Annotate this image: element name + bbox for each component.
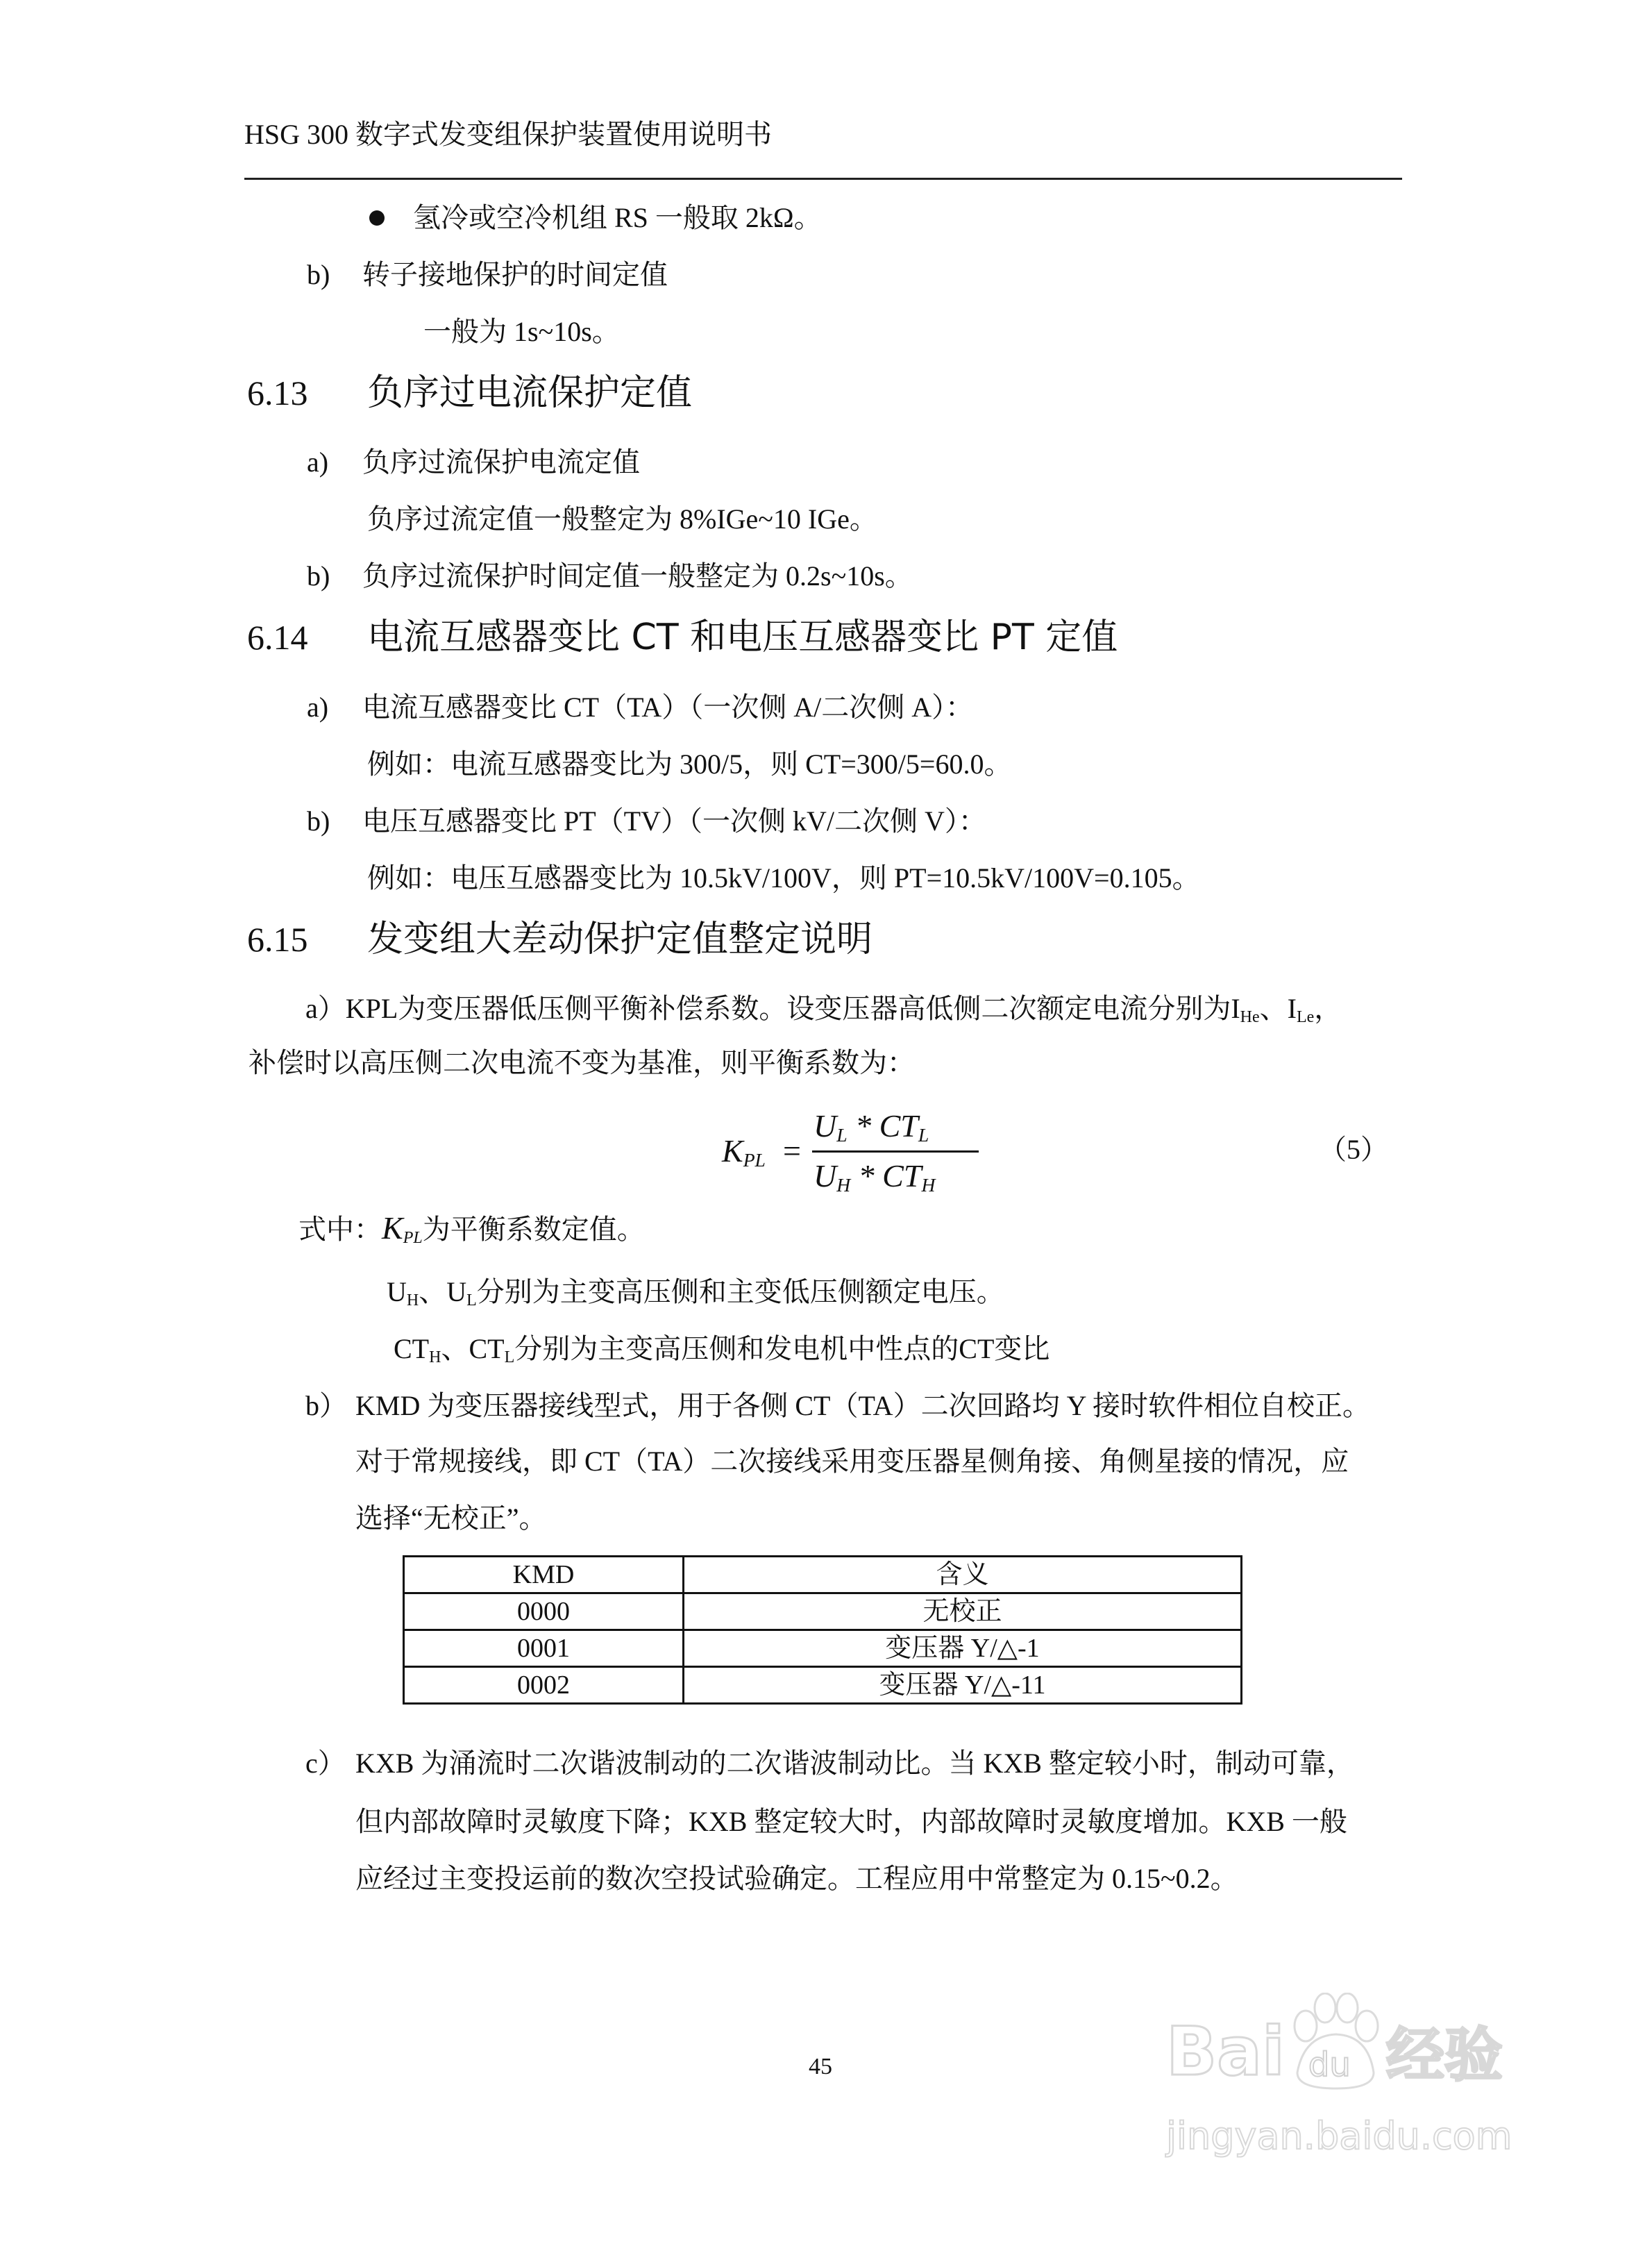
watermark-url: jingyan.baidu.com bbox=[1166, 2114, 1512, 2158]
paragraph-line bbox=[298, 1212, 645, 1246]
subscript: He bbox=[1240, 1008, 1260, 1026]
item-example: 例如：电流互感器变比为 300/5，则 CT=300/5=60.0。 bbox=[367, 748, 1012, 780]
subscript: PL bbox=[743, 1148, 766, 1171]
subscript: H bbox=[921, 1173, 936, 1196]
subscript: L bbox=[918, 1123, 929, 1146]
subscript: Le bbox=[1296, 1008, 1315, 1026]
item-example: 例如：电压互感器变比为 10.5kV/100V，则 PT=10.5kV/100V=0.105。 bbox=[367, 862, 1200, 894]
table-cell: 无校正 bbox=[684, 1593, 1242, 1630]
symbol: * CT bbox=[850, 1158, 922, 1194]
watermark-bai: Bai bbox=[1166, 2013, 1285, 2091]
item-value: 负序过流定值一般整定为 8%IGe~10 IGe。 bbox=[367, 503, 877, 535]
subscript: H bbox=[836, 1173, 851, 1196]
item-label: b) bbox=[307, 560, 330, 592]
text: 为平衡系数定值。 bbox=[422, 1214, 645, 1245]
page-number: 45 bbox=[809, 2054, 832, 2079]
text: 、I bbox=[1259, 993, 1297, 1024]
section-number: 6.13 bbox=[247, 374, 308, 412]
item-text: 负序过流保护电流定值 bbox=[362, 446, 640, 478]
section-number: 6.15 bbox=[247, 920, 308, 959]
watermark-jingyan: 经验 bbox=[1385, 2021, 1503, 2089]
item-label: b) bbox=[307, 259, 330, 290]
text: U bbox=[387, 1276, 407, 1307]
text: 分别为主变高压侧和主变低压侧额定电压。 bbox=[476, 1276, 1004, 1307]
watermark-paw bbox=[1290, 1993, 1381, 2090]
text: 、U bbox=[419, 1276, 467, 1307]
table-header-row bbox=[404, 1557, 1242, 1593]
item-label: b） bbox=[305, 1390, 347, 1421]
text: 式中： bbox=[298, 1214, 382, 1245]
text: ， bbox=[1314, 993, 1342, 1024]
paragraph-line: 选择“无校正”。 bbox=[355, 1502, 547, 1534]
item-value: 一般为 1s~10s。 bbox=[423, 316, 620, 347]
baidu-watermark bbox=[1166, 1993, 1610, 2201]
header-rule bbox=[244, 178, 1402, 180]
item-label: a) bbox=[307, 692, 329, 723]
table-header-cell: KMD bbox=[404, 1557, 684, 1593]
symbol: K bbox=[382, 1210, 403, 1246]
table-cell: 0001 bbox=[404, 1630, 684, 1667]
bullet-icon bbox=[369, 210, 385, 226]
formula-equals: = bbox=[783, 1133, 801, 1169]
paragraph-line: KXB 为涌流时二次谐波制动的二次谐波制动比。当 KXB 整定较小时，制动可靠， bbox=[355, 1748, 1354, 1779]
section-title: 负序过电流保护定值 bbox=[367, 372, 693, 414]
text: 、CT bbox=[441, 1333, 505, 1364]
paragraph-line: 补偿时以高压侧二次电流不变为基准，则平衡系数为： bbox=[248, 1047, 915, 1078]
paragraph-line bbox=[394, 1332, 1050, 1366]
equation-number: （5） bbox=[1319, 1134, 1388, 1165]
item-label: c） bbox=[305, 1748, 346, 1779]
formula-denominator bbox=[814, 1157, 935, 1195]
bullet-text: 氢冷或空冷机组 RS 一般取 2kΩ。 bbox=[413, 202, 822, 233]
subscript: H bbox=[429, 1348, 441, 1366]
section-title: 电流互感器变比 CT 和电压互感器变比 PT 定值 bbox=[367, 617, 1118, 658]
subscript: L bbox=[504, 1348, 515, 1366]
watermark-logo bbox=[1166, 1993, 1503, 2090]
table-cell: 变压器 Y/△-1 bbox=[684, 1630, 1242, 1667]
section-number: 6.14 bbox=[247, 618, 308, 657]
table-row bbox=[404, 1630, 1242, 1667]
symbol: U bbox=[814, 1158, 837, 1194]
paragraph-line: 但内部故障时灵敏度下降；KXB 整定较大时，内部故障时灵敏度增加。KXB 一般 bbox=[355, 1806, 1347, 1837]
watermark-du: du bbox=[1308, 2045, 1351, 2084]
fraction-bar bbox=[812, 1150, 979, 1153]
item-text: 转子接地保护的时间定值 bbox=[362, 259, 668, 290]
kmd-table bbox=[403, 1555, 1242, 1705]
symbol: K bbox=[722, 1133, 743, 1169]
symbol: * CT bbox=[847, 1108, 918, 1144]
table-row bbox=[404, 1667, 1242, 1704]
symbol: U bbox=[814, 1108, 837, 1144]
section-title: 发变组大差动保护定值整定说明 bbox=[367, 919, 873, 960]
subscript: L bbox=[836, 1123, 848, 1146]
table-cell: 0000 bbox=[404, 1593, 684, 1630]
formula-numerator bbox=[814, 1107, 929, 1145]
item-text: 电压互感器变比 PT（TV）（一次侧 kV/二次侧 V）： bbox=[362, 805, 986, 837]
item-text: 负序过流保护时间定值一般整定为 0.2s~10s。 bbox=[362, 560, 913, 592]
item-text: 电流互感器变比 CT（TA）（一次侧 A/二次侧 A）： bbox=[362, 692, 974, 723]
item-label: a) bbox=[307, 446, 329, 478]
subscript: H bbox=[406, 1291, 419, 1309]
subscript: PL bbox=[403, 1229, 423, 1247]
formula-lhs bbox=[722, 1132, 766, 1170]
table-cell: 变压器 Y/△-11 bbox=[684, 1667, 1242, 1704]
text: 分别为主变高压侧和发电机中性点的CT变比 bbox=[514, 1333, 1050, 1364]
formula bbox=[722, 1100, 1013, 1205]
paragraph-line: 对于常规接线，即 CT（TA）二次接线采用变压器星侧角接、角侧星接的情况，应 bbox=[355, 1446, 1349, 1477]
text: CT bbox=[394, 1333, 430, 1364]
table-cell: 0002 bbox=[404, 1667, 684, 1704]
subscript: L bbox=[466, 1291, 477, 1309]
paragraph-line: KMD 为变压器接线型式，用于各侧 CT（TA）二次回路均 Y 接时软件相位自校正。 bbox=[355, 1390, 1370, 1421]
paragraph-line: 应经过主变投运前的数次空投试验确定。工程应用中常整定为 0.15~0.2。 bbox=[355, 1863, 1238, 1894]
item-label: b) bbox=[307, 805, 330, 837]
paragraph-line bbox=[387, 1275, 1004, 1309]
paragraph-line bbox=[305, 992, 1342, 1025]
table-header-cell: 含义 bbox=[684, 1557, 1242, 1593]
page-header-title: HSG 300 数字式发变组保护装置使用说明书 bbox=[244, 119, 773, 150]
table-row bbox=[404, 1593, 1242, 1630]
text: a）KPL为变压器低压侧平衡补偿系数。设变压器高低侧二次额定电流分别为I bbox=[305, 993, 1240, 1024]
